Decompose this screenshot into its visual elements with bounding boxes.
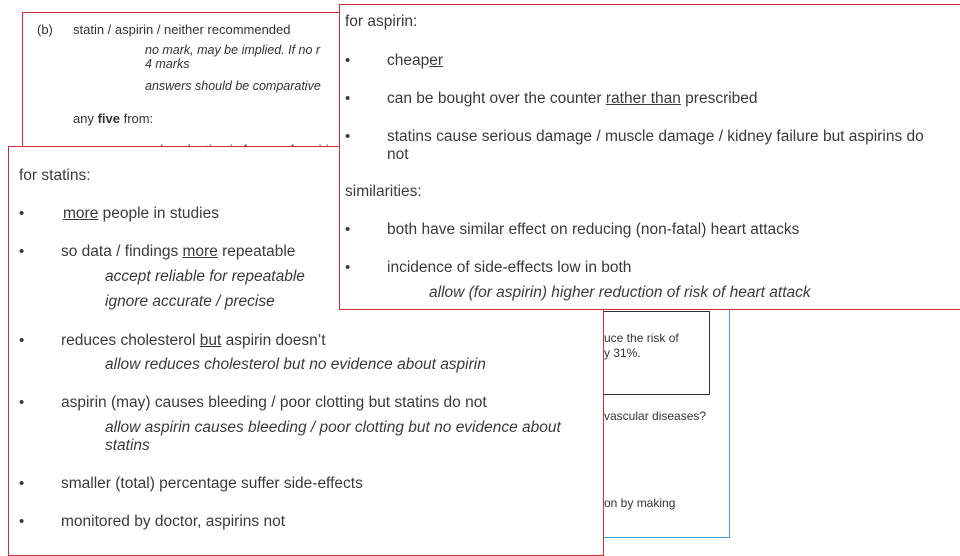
scheme-note-1-line-2: 4 marks <box>145 57 190 71</box>
question-line-3: vascular diseases? <box>604 409 707 423</box>
scheme-heading: statin / aspirin / neither recommended <box>73 22 291 37</box>
bullet-5: • <box>19 475 25 492</box>
statins-point-6: monitored by doctor, aspirins not <box>61 513 286 530</box>
question-line-4: on by making <box>604 496 676 510</box>
bullet-4: • <box>19 394 25 411</box>
aspirin-card <box>339 4 960 310</box>
statins-note-2b: ignore accurate / precise <box>105 293 275 310</box>
aspirin-point-3-line-2: not <box>387 146 409 163</box>
bullet-3: • <box>19 332 25 349</box>
question-box-line-2: y 31%. <box>604 346 641 360</box>
similarity-note-2: allow (for aspirin) higher reduction of risk of heart attack <box>429 284 811 301</box>
similarities-title: similarities: <box>345 183 422 200</box>
statins-point-5: smaller (total) percentage suffer side-effects <box>61 475 363 492</box>
statins-note-3: allow reduces cholesterol but no evidence about aspirin <box>105 356 486 373</box>
similarity-bullet-1: • <box>345 221 351 238</box>
aspirin-title: for aspirin: <box>345 13 418 30</box>
similarity-point-2: incidence of side-effects low in both <box>387 259 632 276</box>
scheme-note-2: answers should be comparative <box>145 79 321 93</box>
bullet-2: • <box>19 243 25 260</box>
aspirin-bullet-2: • <box>345 90 351 107</box>
part-label: (b) <box>37 22 53 37</box>
statins-note-4b: statins <box>105 437 150 454</box>
aspirin-bullet-1: • <box>345 52 351 69</box>
bullet-6: • <box>19 513 25 530</box>
statins-note-4a: allow aspirin causes bleeding / poor clotting but no evidence about <box>105 419 561 436</box>
similarity-point-1: both have similar effect on reducing (non-fatal) heart attacks <box>387 221 800 238</box>
statins-point-4: aspirin (may) causes bleeding / poor clotting but statins do not <box>61 394 487 411</box>
statins-title: for statins: <box>19 167 91 184</box>
similarity-bullet-2: • <box>345 259 351 276</box>
any-five-from: any five from: <box>73 111 154 126</box>
statins-point-2: so data / findings more repeatable <box>61 243 296 260</box>
aspirin-point-2: can be bought over the counter rather than prescribed <box>387 90 758 107</box>
aspirin-bullet-3: • <box>345 128 351 145</box>
aspirin-point-3-line-1: statins cause serious damage / muscle damage / kidney failure but aspirins do <box>387 128 924 145</box>
scheme-note-1-line-1: no mark, may be implied. If no r <box>145 43 321 57</box>
question-box-line-1: uce the risk of <box>604 331 679 345</box>
statins-point-1: more people in studies <box>63 205 219 222</box>
aspirin-point-1: cheaper <box>387 52 444 69</box>
statins-point-3: reduces cholesterol but aspirin doesn’t <box>61 332 326 349</box>
bullet-1: • <box>19 205 25 222</box>
statins-note-2a: accept reliable for repeatable <box>105 268 305 285</box>
